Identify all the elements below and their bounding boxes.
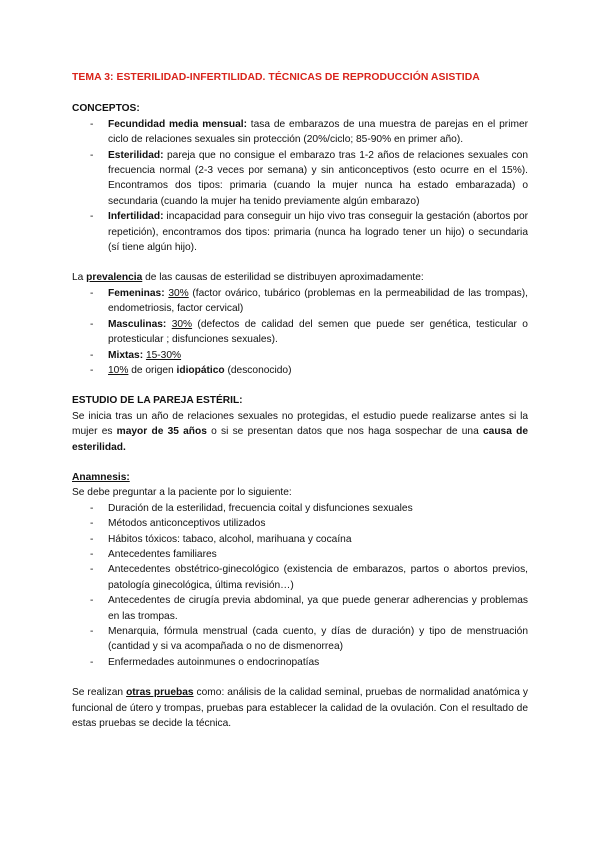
term: Infertilidad:	[108, 211, 164, 223]
estudio-heading: ESTUDIO DE LA PAREJA ESTÉRIL:	[72, 395, 243, 407]
list-item: - Enfermedades autoinmunes o endocrinopatías	[72, 655, 528, 670]
anamnesis-intro: Se debe preguntar a la paciente por lo siguiente:	[72, 487, 292, 499]
conceptos-list	[72, 117, 528, 256]
list-item: - Hábitos tóxicos: tabaco, alcohol, marihuana y cocaína	[72, 532, 528, 547]
list-item	[72, 348, 528, 363]
definition: pareja que no consigue el embarazo tras 1-2 años de relaciones sexuales con frecuencia normal (2-3 veces por semana) y sin anticonceptivos (esto ocurre en el 15%). Encontramos dos tipos: primaria (cuando la mujer nunca ha estado embarazada) o secundaria (cuando la mujer ha tenido previamente algún embarazo)	[108, 149, 528, 207]
percentage: 30%	[168, 287, 189, 299]
list-item: - Métodos anticonceptivos utilizados	[72, 516, 528, 531]
prevalencia-list	[72, 286, 528, 378]
list-item: - 10% de origen idiopático (desconocido)	[72, 363, 528, 378]
term: Masculinas:	[108, 318, 167, 330]
document-page	[72, 70, 528, 731]
list-item	[72, 117, 528, 148]
list-item: - Antecedentes de cirugía previa abdominal, ya que puede generar adherencias y problemas en las trompas.	[72, 593, 528, 624]
term: Femeninas:	[108, 287, 165, 299]
definition: tasa de embarazos de una muestra de parejas en el primer ciclo de relaciones sexuales sin protección (20%/ciclo; 85-90% en primer año).	[108, 118, 528, 146]
percentage: 15-30%	[145, 349, 182, 361]
percentage: 10%	[108, 364, 129, 376]
list-item: - Femeninas: 30% (factor ovárico, tubárico (problemas en la permeabilidad de las trompas), endometriosis, factor cervical)	[72, 286, 528, 317]
pruebas-paragraph: Se realizan otras pruebas como: análisis de la calidad seminal, pruebas de normalidad anatómica y funcional de útero y trompas, pruebas para establecer la calidad de la ovulación. Con el resultado de estas pruebas se decide la técnica.	[72, 687, 528, 730]
keyword: idiopático	[176, 364, 225, 376]
anamnesis-heading: Anamnesis:	[72, 471, 130, 483]
list-item: - Masculinas: 30% (defectos de calidad del semen que puede ser genética, testicular o protesticular ; disfunciones sexuales).	[72, 317, 528, 348]
prevalencia-keyword: prevalencia	[86, 272, 143, 284]
document-title: TEMA 3: ESTERILIDAD-INFERTILIDAD. TÉCNICAS DE REPRODUCCIÓN ASISTIDA	[72, 72, 480, 83]
term: Fecundidad media mensual:	[108, 118, 247, 130]
list-item: - Menarquia, fórmula menstrual (cada cuento, y días de duración) y tipo de menstruación (cantidad y si va acompañada o no de dismenorrea)	[72, 624, 528, 655]
list-item: - Antecedentes familiares	[72, 547, 528, 562]
list-item: - Duración de la esterilidad, frecuencia coital y disfunciones sexuales	[72, 501, 528, 516]
estudio-paragraph: Se inicia tras un año de relaciones sexuales no protegidas, el estudio puede realizarse antes si la mujer es mayor de 35 años o si se presentan datos que nos haga sospechar de una causa de esterilidad.	[72, 410, 528, 453]
list-item	[72, 209, 528, 255]
term: Esterilidad:	[108, 149, 164, 161]
anamnesis-list	[72, 501, 528, 670]
list-item: - Antecedentes obstétrico-ginecológico (existencia de embarazos, partos o abortos previos, patología ginecológica, última revisión…)	[72, 562, 528, 593]
term: Mixtas:	[108, 349, 144, 361]
definition: incapacidad para conseguir un hijo vivo tras conseguir la gestación (abortos por repetición), encontramos dos tipos: primaria (nunca ha logrado tener un hijo) o secundaria (sí tiene algún hijo).	[108, 211, 528, 254]
prevalencia-intro: La prevalencia de las causas de esterilidad se distribuyen aproximadamente:	[72, 272, 424, 284]
pruebas-keyword: otras pruebas	[126, 687, 194, 699]
list-item	[72, 148, 528, 210]
conceptos-heading: CONCEPTOS:	[72, 103, 140, 115]
percentage: 30%	[171, 318, 193, 330]
